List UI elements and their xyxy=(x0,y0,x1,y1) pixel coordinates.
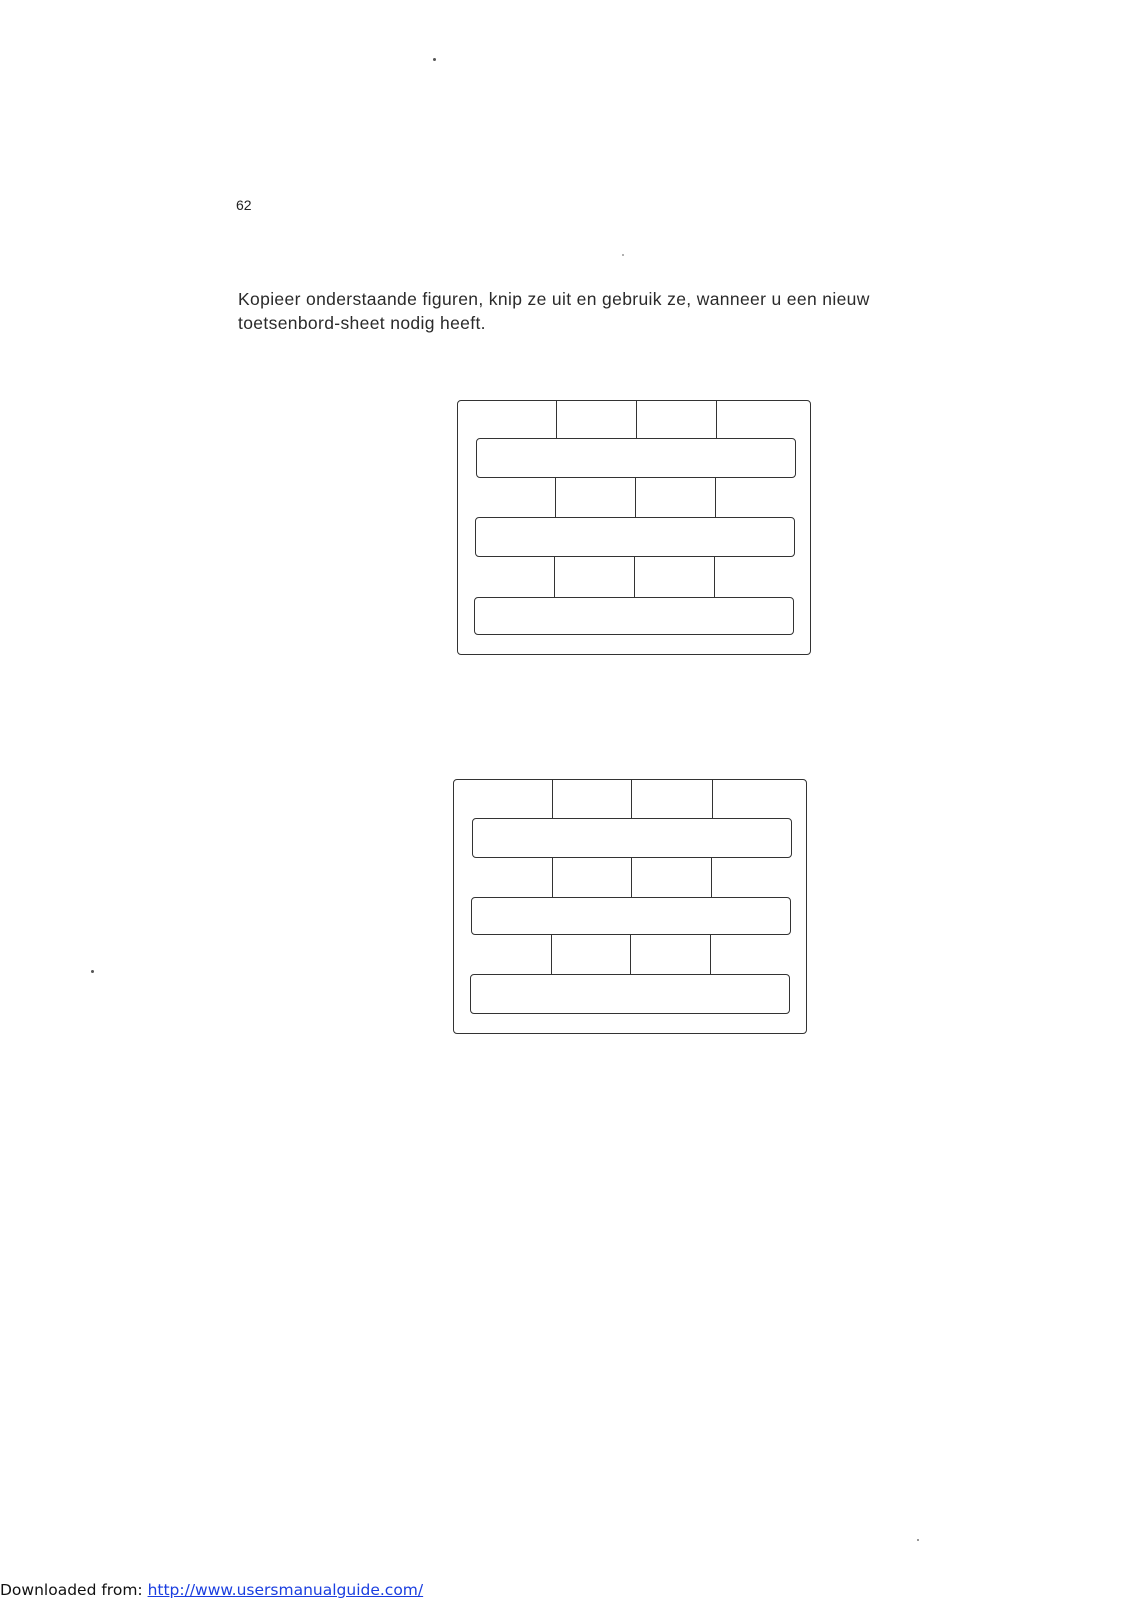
key-divider xyxy=(712,780,713,818)
key-divider xyxy=(552,858,553,897)
page-number: 62 xyxy=(236,197,252,213)
key-strip xyxy=(472,818,792,858)
keyboard-sheet-template-1 xyxy=(457,400,811,655)
key-divider xyxy=(631,780,632,818)
instruction-text xyxy=(238,287,1038,335)
key-divider xyxy=(634,557,635,597)
key-strip xyxy=(476,438,796,478)
key-strip xyxy=(470,974,790,1014)
key-divider xyxy=(710,935,711,974)
key-divider xyxy=(630,935,631,974)
key-divider xyxy=(715,478,716,517)
key-divider xyxy=(716,401,717,438)
footer-link[interactable]: http://www.usersmanualguide.com/ xyxy=(147,1581,424,1599)
key-divider xyxy=(556,401,557,438)
instruction-line-1: Kopieer onderstaande figuren, knip ze uit en gebruik ze, wanneer u een nieuw xyxy=(238,289,870,309)
key-divider xyxy=(554,557,555,597)
key-divider xyxy=(714,557,715,597)
key-divider xyxy=(555,478,556,517)
instruction-line-2: toetsenbord-sheet nodig heeft. xyxy=(238,313,486,333)
scan-speck xyxy=(91,970,94,973)
key-divider xyxy=(636,401,637,438)
keyboard-sheet-template-2 xyxy=(453,779,807,1034)
key-strip xyxy=(475,517,795,557)
key-divider xyxy=(631,858,632,897)
key-divider xyxy=(551,935,552,974)
download-footer xyxy=(0,1580,423,1600)
scan-speck xyxy=(917,1539,919,1541)
key-divider xyxy=(635,478,636,517)
footer-prefix: Downloaded from: xyxy=(0,1581,148,1599)
key-divider xyxy=(711,858,712,897)
key-divider xyxy=(552,780,553,818)
scan-speck xyxy=(622,254,624,256)
key-strip xyxy=(471,897,791,935)
key-strip xyxy=(474,597,794,635)
scan-speck xyxy=(433,58,436,61)
